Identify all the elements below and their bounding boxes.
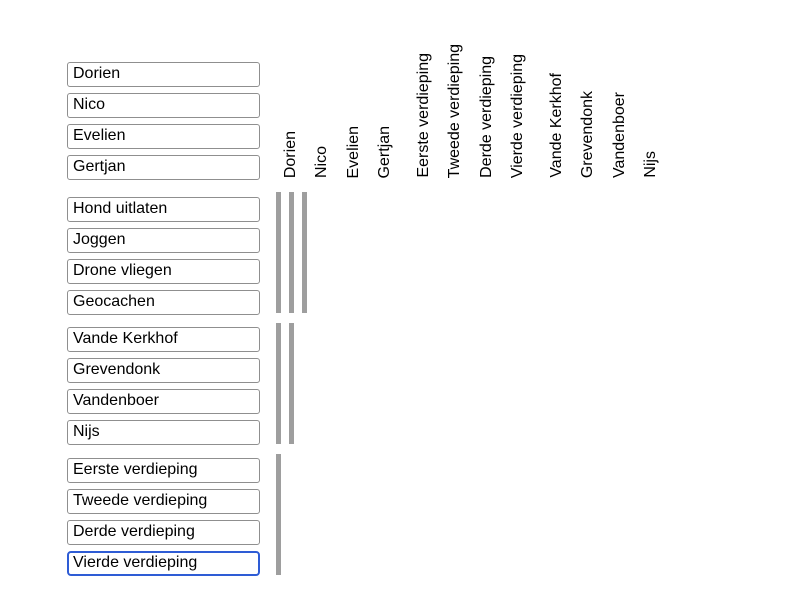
- column-header-label: Evelien: [344, 125, 362, 178]
- column-header-vierde-verdieping: [503, 0, 534, 190]
- item-input-nico[interactable]: [67, 93, 260, 118]
- item-input-vierde-verdieping-focused[interactable]: [67, 551, 260, 576]
- column-header-label: Grevendonk: [579, 90, 597, 178]
- column-header-label: Vande Kerkhof: [548, 73, 566, 178]
- item-input-group-surnames: [67, 327, 260, 445]
- column-header-nico: [307, 0, 338, 190]
- column-header-grevendonk: [573, 0, 604, 190]
- grid-block-row: [277, 384, 281, 414]
- grid-block-row: [303, 253, 307, 283]
- grid-block-activities-x-surnames: [302, 192, 307, 313]
- grid-block-row: [290, 324, 294, 354]
- column-header-label: Dorien: [282, 130, 300, 178]
- grid-block-row: [277, 414, 281, 444]
- grid-cell-activities-x-floors-r3c4[interactable]: [293, 253, 294, 283]
- grid-block-row: [290, 384, 294, 414]
- column-header-nijs: [636, 0, 667, 190]
- grid-block-activities-x-names: [276, 192, 281, 313]
- column-header-evelien: [339, 0, 370, 190]
- column-header-vande-kerkhof: [542, 0, 573, 190]
- item-input-group-floors: [67, 458, 260, 576]
- grid-cell-surnames-x-names-r2c4[interactable]: [280, 354, 281, 384]
- item-input-grevendonk[interactable]: [67, 358, 260, 383]
- grid-cell-surnames-x-names-r1c4[interactable]: [280, 324, 281, 354]
- grid-row-group-activities: [276, 192, 307, 313]
- grid-cell-floors-x-names-r3c4[interactable]: [280, 515, 281, 545]
- item-input-joggen[interactable]: [67, 228, 260, 253]
- grid-block-row: [277, 354, 281, 384]
- column-header-label: Derde verdieping: [477, 56, 495, 178]
- grid-block-surnames-x-floors: [289, 323, 294, 444]
- grid-block-row: [277, 253, 281, 283]
- grid-row-group-surnames: [276, 323, 294, 444]
- item-input-evelien[interactable]: [67, 124, 260, 149]
- column-header-derde-verdieping: [472, 0, 503, 190]
- grid-cell-floors-x-names-r2c4[interactable]: [280, 485, 281, 515]
- grid-block-floors-x-names: [276, 454, 281, 575]
- grid-block-row: [277, 485, 281, 515]
- grid-block-activities-x-floors: [289, 192, 294, 313]
- grid-cell-activities-x-names-r4c4[interactable]: [280, 283, 281, 313]
- grid-block-row: [277, 545, 281, 575]
- column-header-label: Tweede verdieping: [446, 43, 464, 178]
- grid-block-row: [277, 515, 281, 545]
- grid-cell-surnames-x-floors-r1c4[interactable]: [293, 324, 294, 354]
- item-input-vande-kerkhof[interactable]: [67, 327, 260, 352]
- grid-cell-surnames-x-floors-r2c4[interactable]: [293, 354, 294, 384]
- column-header-group-floors: [409, 0, 534, 190]
- column-header-vandenboer: [605, 0, 636, 190]
- item-input-drone-vliegen[interactable]: [67, 259, 260, 284]
- item-input-group-names: [67, 62, 260, 180]
- item-input-nijs[interactable]: [67, 420, 260, 445]
- column-header-gertjan: [370, 0, 401, 190]
- grid-block-row: [290, 414, 294, 444]
- grid-block-surnames-x-names: [276, 323, 281, 444]
- grid-cell-surnames-x-names-r3c4[interactable]: [280, 384, 281, 414]
- column-header-dorien: [276, 0, 307, 190]
- column-header-label: Gertjan: [375, 125, 393, 178]
- item-input-gertjan[interactable]: [67, 155, 260, 180]
- grid-cell-activities-x-floors-r1c4[interactable]: [293, 193, 294, 223]
- grid-cell-activities-x-floors-r2c4[interactable]: [293, 223, 294, 253]
- column-header-tweede-verdieping: [440, 0, 471, 190]
- grid-cell-floors-x-names-r1c4[interactable]: [280, 455, 281, 485]
- grid-block-row: [290, 354, 294, 384]
- column-header-label: Nico: [313, 145, 331, 178]
- grid-block-row: [277, 193, 281, 223]
- grid-block-row: [290, 253, 294, 283]
- column-header-group-names: [276, 0, 401, 190]
- item-input-tweede-verdieping[interactable]: [67, 489, 260, 514]
- grid-block-row: [277, 283, 281, 313]
- grid-cell-activities-x-surnames-r1c4[interactable]: [306, 193, 307, 223]
- item-input-dorien[interactable]: [67, 62, 260, 87]
- item-inputs-column: [67, 62, 260, 576]
- grid-block-row: [277, 455, 281, 485]
- grid-cell-activities-x-names-r3c4[interactable]: [280, 253, 281, 283]
- item-input-geocachen[interactable]: [67, 290, 260, 315]
- column-header-eerste-verdieping: [409, 0, 440, 190]
- column-header-label: Eerste verdieping: [415, 53, 433, 178]
- column-headers: [276, 0, 667, 190]
- grid-cell-surnames-x-floors-r4c4[interactable]: [293, 414, 294, 444]
- grid-cell-activities-x-names-r2c4[interactable]: [280, 223, 281, 253]
- grid-block-row: [290, 193, 294, 223]
- column-header-group-surnames: [542, 0, 667, 190]
- grid-block-row: [277, 223, 281, 253]
- column-header-label: Vierde verdieping: [508, 53, 526, 178]
- item-input-vandenboer[interactable]: [67, 389, 260, 414]
- grid-cell-surnames-x-floors-r3c4[interactable]: [293, 384, 294, 414]
- grid-cell-activities-x-surnames-r2c4[interactable]: [306, 223, 307, 253]
- grid-row-group-floors: [276, 454, 281, 575]
- item-input-derde-verdieping[interactable]: [67, 520, 260, 545]
- grid-block-row: [290, 223, 294, 253]
- grid-cell-activities-x-surnames-r4c4[interactable]: [306, 283, 307, 313]
- grid-cell-floors-x-names-r4c4[interactable]: [280, 545, 281, 575]
- grid-cell-activities-x-names-r1c4[interactable]: [280, 193, 281, 223]
- item-input-hond-uitlaten[interactable]: [67, 197, 260, 222]
- grid-block-row: [303, 223, 307, 253]
- grid-block-row: [303, 193, 307, 223]
- grid-cell-surnames-x-names-r4c4[interactable]: [280, 414, 281, 444]
- grid-cell-activities-x-floors-r4c4[interactable]: [293, 283, 294, 313]
- grid-cell-activities-x-surnames-r3c4[interactable]: [306, 253, 307, 283]
- grid-block-row: [277, 324, 281, 354]
- item-input-group-activities: [67, 197, 260, 315]
- column-header-label: Vandenboer: [610, 92, 628, 178]
- column-header-label: Nijs: [641, 151, 659, 178]
- grid-block-row: [290, 283, 294, 313]
- grid-block-row: [303, 283, 307, 313]
- item-input-eerste-verdieping[interactable]: [67, 458, 260, 483]
